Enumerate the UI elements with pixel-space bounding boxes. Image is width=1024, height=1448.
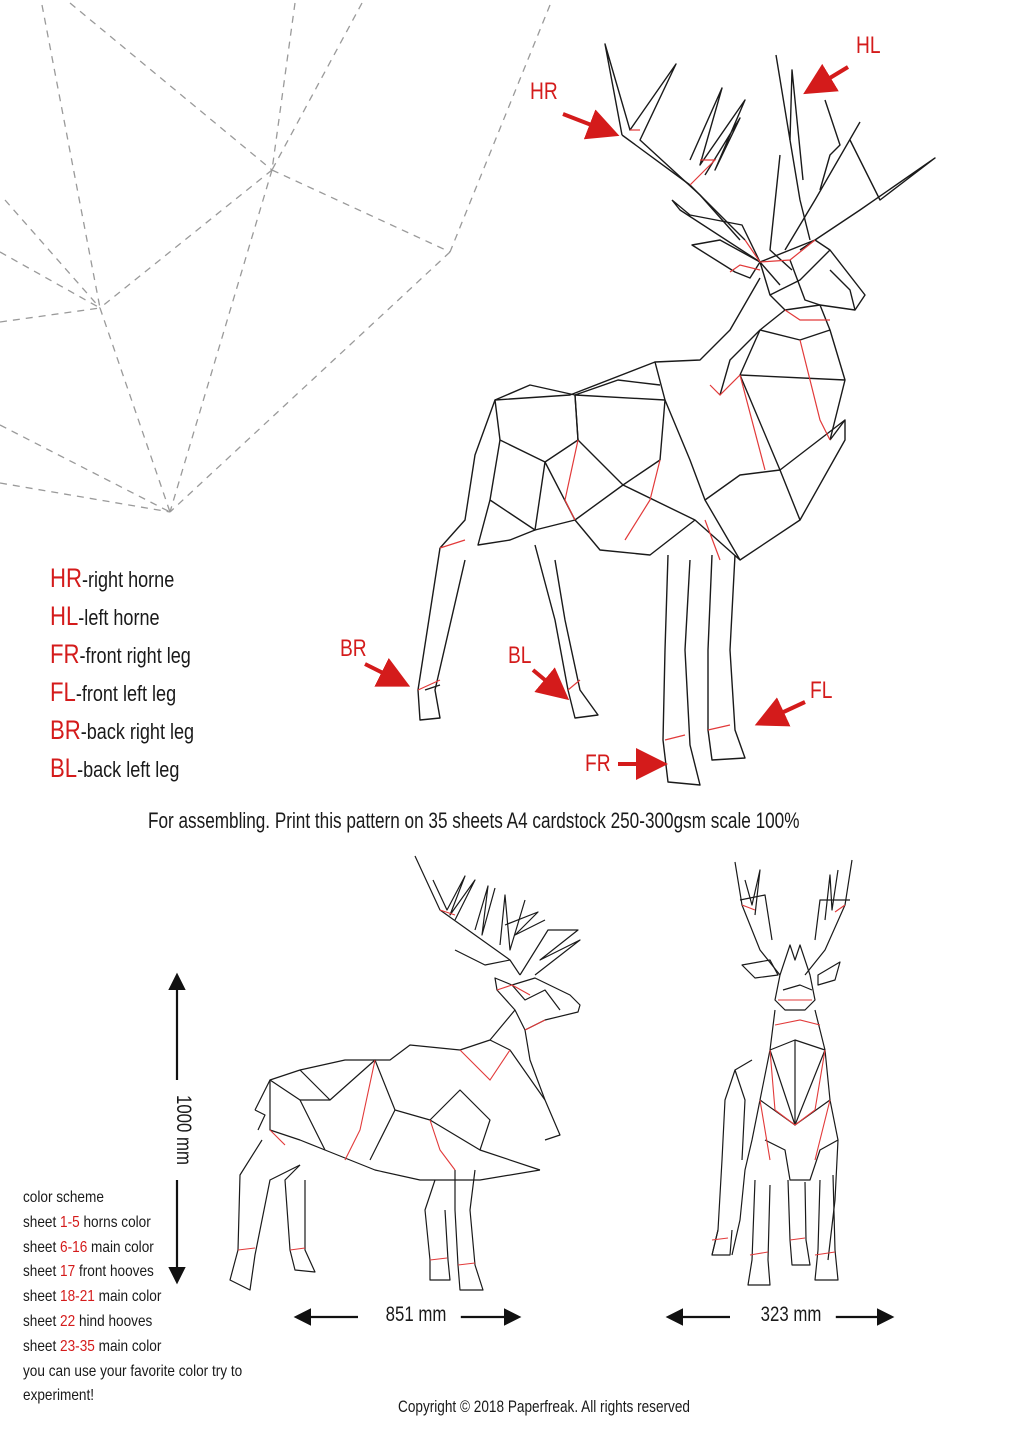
callout-fl-label: FL: [810, 677, 833, 704]
legend-item-fr: FR-front right leg: [50, 639, 191, 669]
legend-item-br: BR-back right leg: [50, 715, 195, 745]
length-dimension-label: 851 mm: [371, 1303, 461, 1327]
color-scheme-note-2: experiment!: [23, 1387, 95, 1405]
color-scheme-note: you can use your favorite color try to: [23, 1362, 243, 1380]
copyright-notice: Copyright © 2018 Paperfreak. All rights reserved: [398, 1397, 690, 1416]
legend-item-hr: HR-right horne: [50, 563, 175, 593]
callout-hr-label: HR: [530, 78, 558, 105]
legend-item-fl: FL-front left leg: [50, 677, 177, 707]
width-dimension-label: 323 mm: [746, 1303, 836, 1327]
callout-br-label: BR: [340, 635, 367, 662]
scheme-row: sheet 22 hind hooves: [23, 1312, 153, 1330]
color-scheme-section: [23, 1186, 281, 1409]
scheme-row: sheet 18-21 main color: [23, 1288, 162, 1306]
print-instruction: For assembling. Print this pattern on 35 sheets A4 cardstock 250-300gsm scale 100%: [148, 808, 800, 833]
scheme-row: sheet 6-16 main color: [23, 1238, 154, 1256]
legend-item-hl: HL-left horne: [50, 601, 160, 631]
callout-bl-label: BL: [508, 642, 532, 669]
scheme-row: sheet 17 front hooves: [23, 1263, 154, 1281]
color-scheme-title: color scheme: [23, 1189, 104, 1206]
callout-hl-label: HL: [856, 32, 881, 59]
scheme-row: sheet 23-35 main color: [23, 1337, 162, 1355]
callout-fr-label: FR: [585, 750, 611, 777]
legend-item-bl: BL-back left leg: [50, 753, 180, 783]
height-dimension-label: 1000 mm: [171, 1089, 195, 1171]
scheme-row: sheet 1-5 horns color: [23, 1213, 151, 1231]
